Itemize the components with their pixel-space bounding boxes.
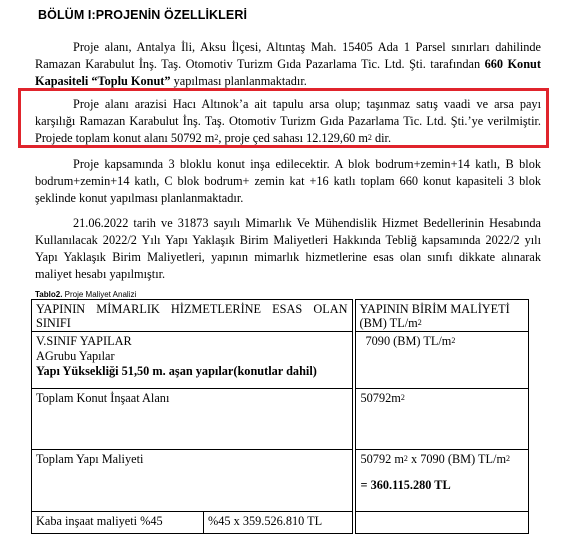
p1-tail: yapılması planlanmaktadır. <box>170 74 307 88</box>
total-cost-label: Toplam Yapı Maliyeti <box>36 452 144 466</box>
header-right-sup: 2 <box>417 318 422 327</box>
total-cost-cell <box>354 450 529 512</box>
unit-cost-cell <box>354 332 529 389</box>
formula-sup2: 2 <box>506 454 511 463</box>
paragraph-cost-basis <box>35 215 541 283</box>
rough-cost-label: Kaba inşaat maliyeti %45 <box>36 514 163 528</box>
cost-analysis-table <box>31 299 529 534</box>
formula-sup: 2 <box>403 454 408 463</box>
caption-label: Tablo2. <box>35 290 63 299</box>
caption-text: Proje Maliyet Analizi <box>62 290 137 299</box>
p2-sup2: 2 <box>367 133 372 142</box>
formula-unit: x 7090 (BM) TL/m <box>407 452 507 466</box>
p2-tail2: dir. <box>371 131 392 145</box>
header-left: YAPININ MİMARLIK HİZMETLERİNE ESAS OLAN SINIFI <box>36 302 348 330</box>
class-line-1: V.SINIF YAPILAR <box>36 334 132 348</box>
rough-cost-formula-cell <box>204 512 354 534</box>
total-cost-value: = 360.115.280 TL <box>360 478 451 492</box>
header-right-cell <box>354 300 529 332</box>
area-value-sup: 2 <box>400 393 405 402</box>
paragraph-blocks <box>35 156 541 207</box>
unit-cost-sup: 2 <box>451 336 456 345</box>
p2-sup: 2 <box>214 133 219 142</box>
rough-cost-empty-cell <box>354 512 529 534</box>
class-line-3: Yapı Yüksekliği 51,50 m. aşan yapılar(konutlar dahil) <box>36 364 317 378</box>
area-label-cell <box>32 389 354 450</box>
table-row <box>32 512 529 534</box>
paragraph-project-area <box>35 39 541 90</box>
total-cost-label-cell <box>32 450 354 512</box>
class-cell <box>32 332 354 389</box>
p1-bold: 660 Konut Kapasiteli “Toplu Konut” <box>35 57 541 88</box>
rough-cost-label-cell <box>32 512 204 534</box>
area-value-cell <box>354 389 529 450</box>
formula-area: 50792 m <box>360 452 404 466</box>
header-right-text: YAPININ BİRİM MALİYETİ (BM) TL/m <box>359 302 510 330</box>
table-header-row <box>32 300 529 332</box>
p1-text: Proje alanı, Antalya İli, Aksu İlçesi, Altıntaş Mah. 15405 Ada 1 Parsel sınırları dahilinde Ramazan Karabulut İnş. Taş. Otomotiv Turizm Gıda Pazarlama Tic. Ltd. Şti. tarafından <box>35 40 541 71</box>
unit-cost: 7090 (BM) TL/m <box>365 334 452 348</box>
p4-text: 21.06.2022 tarih ve 31873 sayılı Mimarlık Ve Mühendislik Hizmet Bedellerinin Hesabında Kullanılacak 2022/2 Yılı Yapı Yaklaşık Birim Maliyetleri Hakkında Tebliğ kapsamında 2022/2 yılı Yapı Yaklaşık Birim Maliyetleri, yapının mimarlık hizmetlerine esas olan sınıfı dikkate alınarak maliyet hesabı yapılmıştır. <box>35 216 541 281</box>
section-heading: BÖLÜM I:PROJENİN ÖZELLİKLERİ <box>38 8 248 22</box>
p2-tail: , proje çed sahası 12.129,60 m <box>218 131 368 145</box>
area-label: Toplam Konut İnşaat Alanı <box>36 391 170 405</box>
table-row <box>32 389 529 450</box>
p3-text: Proje kapsamında 3 bloklu konut inşa edilecektir. A blok bodrum+zemin+14 katlı, B blok bodrum+zemin+14 katlı, C blok bodrum+ zemin kat +16 katlı toplam 660 konut kapasiteli 3 blok şeklinde konut yapılması planlanmaktadır. <box>35 157 541 205</box>
table-row <box>32 332 529 389</box>
area-value: 50792m <box>360 391 401 405</box>
header-right <box>356 300 529 330</box>
paragraph-land-ownership <box>35 96 541 147</box>
table-caption <box>35 290 136 299</box>
table-row <box>32 450 529 512</box>
total-cost-formula <box>361 452 525 467</box>
p2-text: Proje alanı arazisi Hacı Altınok’a ait tapulu arsa olup; taşınmaz satış vaadi ve arsa payı karşılığı Ramazan Karabulut İnş. Taş. Otomotiv Turizm Gıda Pazarlama Tic. Ltd. Şti.’ye verilmiştir. Projede toplam konut alanı 50792 m <box>35 97 541 145</box>
class-line-2: AGrubu Yapılar <box>36 349 115 363</box>
header-left-cell <box>32 300 354 332</box>
rough-cost-formula: %45 x 359.526.810 TL <box>208 514 323 528</box>
